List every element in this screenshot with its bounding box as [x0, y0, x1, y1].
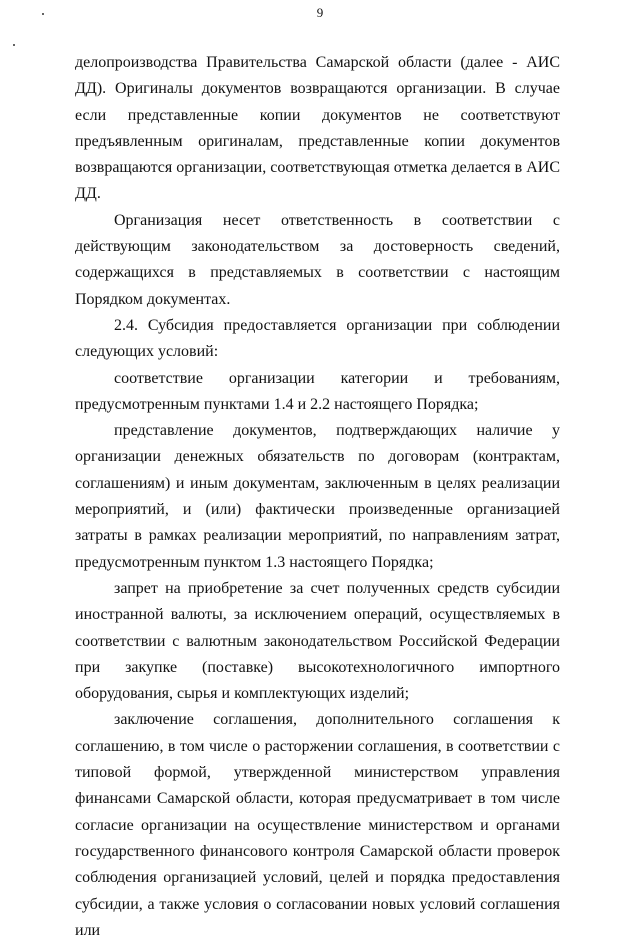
paragraph-2-4-conditions: 2.4. Субсидия предоставляется организации при соблюдении следующих условий: [75, 316, 560, 361]
paragraph-responsibility: Организация несет ответственность в соответствии с действующим законодательством за достоверность сведений, содержащихся в представляемых в соответствии с настоящим Порядком документах. [75, 211, 560, 308]
page-number: 9 [316, 5, 324, 20]
document-body [75, 50, 560, 944]
paragraph-ais-dd: делопроизводства Правительства Самарской области (далее - АИС ДД). Оригиналы документов возвращаются организации. В случае если представленные копии документов не соответствуют предъявленным оригиналам, представленные копии документов возвращаются организации, соответствующая отметка делается в АИС ДД. [75, 54, 560, 203]
paragraph-condition-category: соответствие организации категории и требованиям, предусмотренным пунктами 1.4 и 2.2 настоящего Порядка; [75, 369, 560, 413]
scan-speck [13, 44, 15, 46]
paragraph-condition-documents: представление документов, подтверждающих наличие у организации денежных обязательств по договорам (контрактам, соглашениям) и иным документам, заключенным в целях реализации мероприятий, и (или) фактически произведенные организацией затраты в рамках реализации мероприятий, по направлениям затрат, предусмотренным пунктом 1.3 настоящего Порядка; [75, 422, 560, 571]
paragraph-condition-agreement: заключение соглашения, дополнительного соглашения к соглашению, в том числе о расторжении соглашения, в соответствии с типовой формой, утвержденной министерством управления финансами Самарской области, которая предусматривает в том числе согласие организации на осуществление министерством и органами государственного финансового контроля Самарской области проверок соблюдения организацией условий, целей и порядка предоставления субсидии, а также условия о согласовании новых условий соглашения или [75, 711, 560, 939]
paragraph-condition-currency-ban: запрет на приобретение за счет полученных средств субсидии иностранной валюты, за исключением операций, осуществляемых в соответствии с валютным законодательством Российской Федерации при закупке (поставке) высокотехнологичного импортного оборудования, сырья и комплектующих изделий; [75, 579, 560, 703]
